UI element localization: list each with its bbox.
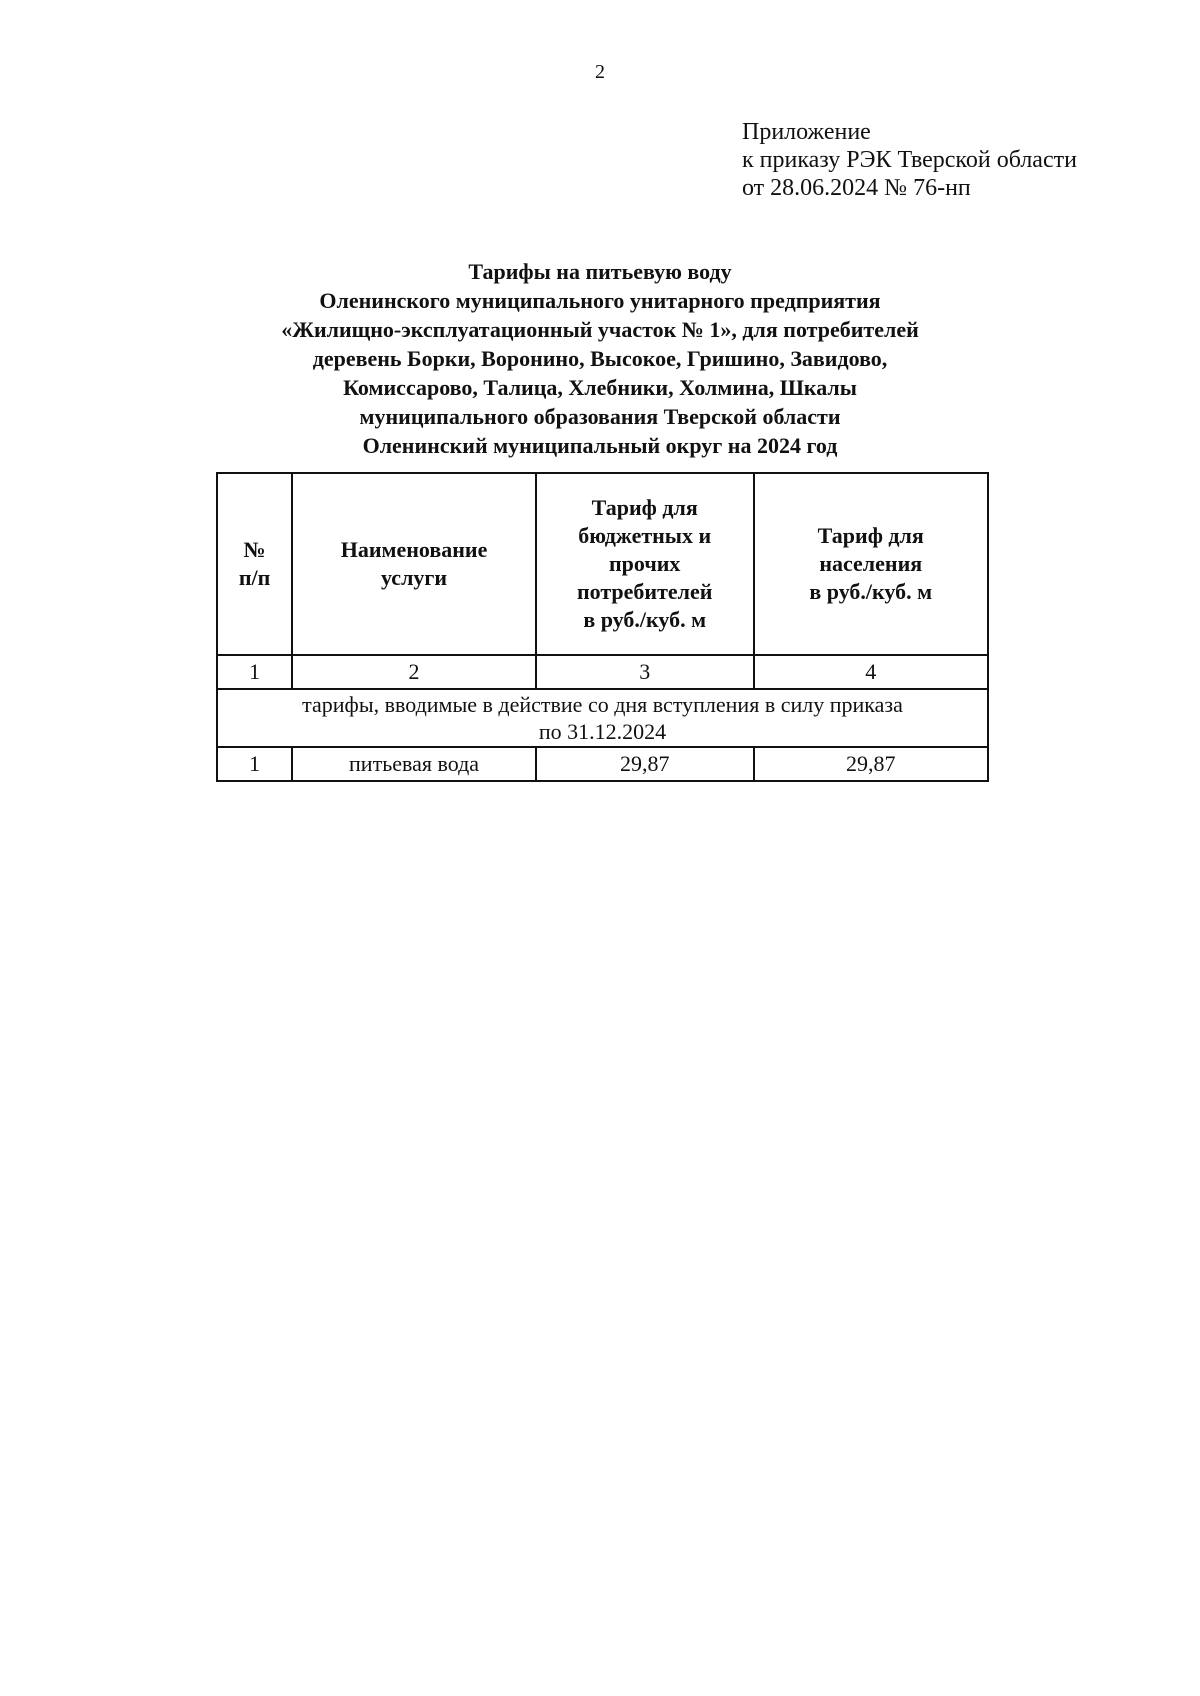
header-line: в руб./куб. м [809, 579, 933, 604]
header-tariff-population [754, 473, 989, 655]
table-header-row [217, 473, 988, 655]
appendix-line: Приложение [742, 119, 871, 145]
section-line: тарифы, вводимые в действие со дня вступления в силу приказа [302, 692, 903, 717]
column-number: 4 [754, 655, 989, 689]
table-row [217, 747, 988, 781]
header-line: потребителей [576, 579, 713, 604]
tariff-table [216, 472, 989, 782]
header-tariff-budget [536, 473, 754, 655]
appendix-block [742, 118, 1077, 202]
section-row [217, 689, 988, 747]
title-line: Оленинский муниципальный округ на 2024 год [362, 433, 838, 458]
document-title [150, 257, 1050, 460]
row-tariff-population: 29,87 [754, 747, 989, 781]
appendix-line: от 28.06.2024 № 76-нп [742, 175, 971, 201]
column-number-row [217, 655, 988, 689]
column-number: 3 [536, 655, 754, 689]
title-line: Комиссарово, Талица, Хлебники, Холмина, Шкалы [343, 375, 857, 400]
appendix-line: к приказу РЭК Тверской области [742, 147, 1077, 173]
section-caption [217, 689, 988, 747]
row-number: 1 [217, 747, 292, 781]
header-line: населения [819, 551, 923, 576]
header-line: Наименование [340, 537, 488, 562]
header-line: Тариф для [817, 523, 924, 548]
column-number: 2 [292, 655, 536, 689]
header-line: № [243, 537, 266, 562]
header-line: бюджетных и [578, 523, 712, 548]
section-line: по 31.12.2024 [538, 719, 667, 744]
title-line: деревень Борки, Воронино, Высокое, Гришино, Завидово, [312, 346, 888, 371]
title-line: «Жилищно-эксплуатационный участок № 1», для потребителей [281, 317, 919, 342]
row-service: питьевая вода [292, 747, 536, 781]
title-line: Оленинского муниципального унитарного предприятия [319, 288, 881, 313]
title-line: муниципального образования Тверской области [359, 404, 841, 429]
header-line: Тариф для [591, 495, 698, 520]
header-line: в руб./куб. м [583, 607, 707, 632]
header-line: п/п [238, 565, 271, 590]
header-service-name [292, 473, 536, 655]
header-line: услуги [380, 565, 448, 590]
column-number: 1 [217, 655, 292, 689]
page-number: 2 [595, 61, 605, 83]
header-line: прочих [608, 551, 681, 576]
row-tariff-budget: 29,87 [536, 747, 754, 781]
title-line: Тарифы на питьевую воду [468, 259, 732, 284]
header-number [217, 473, 292, 655]
